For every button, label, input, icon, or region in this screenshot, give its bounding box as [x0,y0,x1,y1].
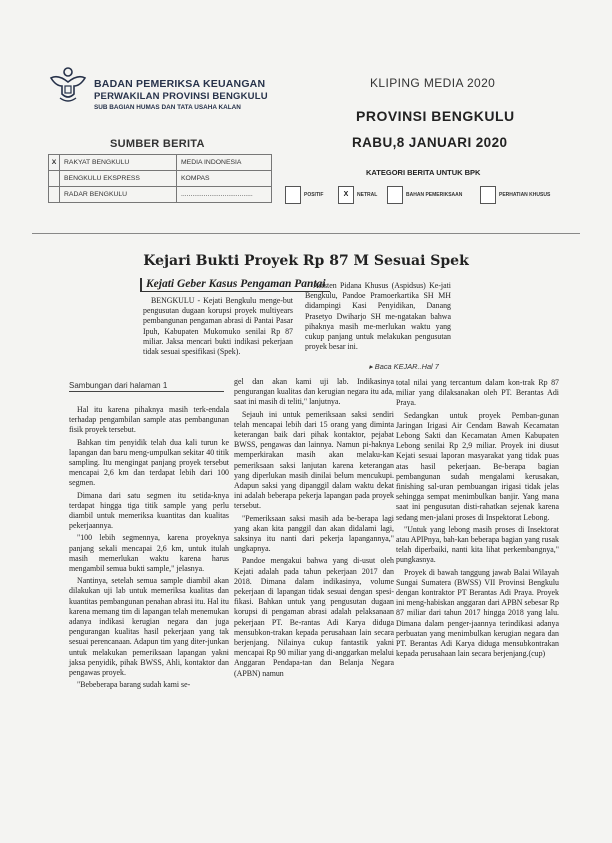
body-column-1 [69,405,229,692]
source-name: MEDIA INDONESIA [177,155,272,171]
category-checkbox-netral: X [338,186,354,204]
paragraph: BENGKULU - Kejati Bengkulu menge-but pengusutan dugaan korupsi proyek multiyears pembangunan pengaman abrasi di Pantai Pasar Ipuh, Kabupaten Mukomuko senilai Rp 87 miliar. Jaksa mencari bukti indikasi pekerjaan tidak sesuai spesifikasi (Spek). [143,296,293,357]
category-label: BAHAN PEMERIKSAAN [406,192,463,198]
source-name: ...................................... [177,187,272,203]
source-name: RADAR BENGKULU [60,187,177,203]
paragraph: Sedangkan untuk proyek Pemban-gunan Jaringan Irigasi Air Cendam Bawah Kecamatan Lebong Sakti dan Kecamatan Amen Kabupaten Lebong senilai Rp 2,9 miliar. Proyek ini diusut Kejati sesuai laporan masyarakat yang tidak puas atas hasil pekerjaan. Be-berapa bagian pembangunan sudah mengalami kerusakan, finishing sal-uran pembuangan irigasi tidak jelas sehingga sempat menimbulkan banjir. Yang mana saat ini pengusutan disti-rahatkan sejenak karena sedang men-jalani proses di Inspektorat Lebong. [396,410,559,522]
paragraph: Asisten Pidana Khusus (Aspidsus) Ke-jati Bengkulu, Pandoe Pramoerkartika SH MH didampingi Kasi Penyidikan, Danang Prasetyo Dwiharjo SH me-ngatakan bahwa pihaknya masih me-merlukan waktu yang cukup panjang untuk melakukan pengusutan proyek besar ini. [305,281,451,352]
article-subhead: Kejati Geber Kasus Pengaman Pantai [140,278,330,292]
paragraph: Hal itu karena pihaknya masih terk-endala terhadap pengambilan sample atas pembangunan fisik proyek tersebut. [69,405,229,435]
read-more-text: Baca KEJAR..Hal 7 [374,362,439,371]
body-column-3 [396,378,559,661]
source-row [49,187,272,203]
source-mark [49,171,60,187]
read-more [369,362,439,371]
source-mark: X [49,155,60,171]
paragraph: Sejauh ini untuk pemeriksaan saksi sendiri telah mencapai lebih dari 15 orang yang diminta keterangan baik dari pihak kontaktor, pejabat BWSS, pengawas dan lainnya. Namun pi-haknya memperkirakan masih akan melaku-kan pemeriksaan saksi lanjutan karena keterangan yang diperlukan masih dinilai belum mencukupi. Adapun saksi yang dipanggil dalam waktu dekat ini adalah beberapa pekerja lapangan pada proyek tersebut. [234,409,394,511]
category-checkbox-bahan [387,186,403,204]
source-row [49,155,272,171]
paragraph: Nantinya, setelah semua sample diambil akan dilakukan uji lab untuk memeriksa kualitas dan kuantitas pembangunan penahan abrasi itu. Hal itu karena memang tim di lapangan telah menemukan adanya indikasi kerugian negara dan juga pengurangan kualitas hasil pekerjaan yang tak sesuai perencanaan. Adapun tim yang diter-junkan untuk melakukan pemeriksaan lapangan yakni jaksa penyidik, pihak BWSS, Ahli, kontaktor dan pengawas proyek. [69,576,229,678]
category-label: NETRAL [357,192,378,198]
source-name: BENGKULU EKSPRESS [60,171,177,187]
category-checkbox-perhatian [480,186,496,204]
category-label: POSITIF [304,192,324,198]
source-table [48,154,272,203]
paragraph: Proyek di bawah tanggung jawab Balai Wilayah Sungai Sumatera (BWSS) VII Provinsi Bengkulu dengan kontraktor PT Berantas Adi Praya. Proyek ini meng-habiskan anggaran dari APBN sebesar Rp 87 miliar dari tahun 2017 hingga 2018 yang lalu. Dimana dalam penger-jaannya terindikasi adanya perbuatan yang menimbulkan kerugian negara dan PT. Berantas Adi Karya diduga mensubkontrakan kepada perusahaan lain secara berjenjang.(cup) [396,567,559,659]
category-label: PERHATIAN KHUSUS [499,192,551,198]
garuda-emblem-icon [48,64,88,108]
source-name: KOMPAS [177,171,272,187]
source-mark [49,187,60,203]
source-row [49,171,272,187]
paragraph: Bahkan tim penyidik telah dua kali turun ke lapangan dan baru meng-umpulkan sekitar 40 titik sampling. Itu mengingat panjang proyek tersebut mencapai 2,6 km dan terdapat lebih dari 100 segmen. [69,437,229,488]
article-title: Kejari Bukti Proyek Rp 87 M Sesuai Spek [143,253,469,269]
category-checkbox-positif [285,186,301,204]
divider [69,391,224,392]
paragraph: gel dan akan kami uji lab. Indikasinya pengurangan kualitas dan kerugian negara itu ada, saat ini masih di teliti," lanjutnya. [234,377,394,407]
paragraph: Dimana dari satu segmen itu setida-knya terdapat hingga tiga titik sample yang perlu diambil untuk memeriksa kuantitas dan kualitas pekerjaannya. [69,490,229,531]
paragraph: Pandoe mengakui bahwa yang di-usut oleh Kejati adalah pada tahun pekerjaan 2017 dan 2018. Dimana dalam indikasinya, volume pekerjaan di lapangan tidak sesuai dengan spesi-fikasi. Bahkan untuk yang pengusutan dugaan korupsi di pengaman abrasi adalah pelaksanaan pekerjaan PT. Be-rantas Adi Karya diduga mensubkon-trakan kepada perusahaan lain secara berjenjang. Nilainya cukup fantastik yakni mencapai Rp 90 miliar yang di-anggarkan melalui Anggaran Pendapa-tan dan Belanja Negara (APBN) namun [234,556,394,678]
kategori-heading: KATEGORI BERITA UNTUK BPK [366,168,481,177]
province-heading: PROVINSI BENGKULU [356,108,515,124]
divider [32,233,580,234]
paragraph: total nilai yang tercantum dalam kon-trak Rp 87 miliar yang dilaksanakan oleh PT. Berantas Adi Praya. [396,378,559,408]
lead-column-2 [305,281,451,354]
sumber-berita-heading: SUMBER BERITA [110,138,205,150]
paragraph: "Pemeriksaan saksi masih ada be-berapa lagi yang akan kita panggil dan akan didalami lagi, saksinya itu nanti dari pekerja lapangannya," ungkapnya. [234,513,394,554]
continued-label: Sambungan dari halaman 1 [69,381,168,390]
kliping-label: KLIPING MEDIA 2020 [370,76,496,90]
source-name: RAKYAT BENGKULU [60,155,177,171]
date-heading: RABU,8 JANUARI 2020 [352,135,508,150]
body-column-2 [234,377,394,681]
lead-column-1 [143,296,293,359]
paragraph: "Untuk yang lebong masih proses di Insektorat atau APIPnya, bah-kan beberapa bagian yang rusak telah diperbaiki, nanti kita lihat perkembangnya," pungkasnya. [396,524,559,565]
paragraph: "Bebeberapa barang sudah kami se- [77,680,191,690]
paragraph: "100 lebih segmennya, karena proyeknya panjang sekali mencapai 2,6 km, untuk itulah masih memerlukan waktu karena harus mengambil semua bukti sample," jelasnya. [69,533,229,574]
org-branch: PERWAKILAN PROVINSI BENGKULU [94,91,268,102]
org-subdivision: SUB BAGIAN HUMAS DAN TATA USAHA KALAN [94,104,241,111]
arrow-right-icon: ▸ [369,362,373,371]
org-name: BADAN PEMERIKSA KEUANGAN [94,78,266,90]
